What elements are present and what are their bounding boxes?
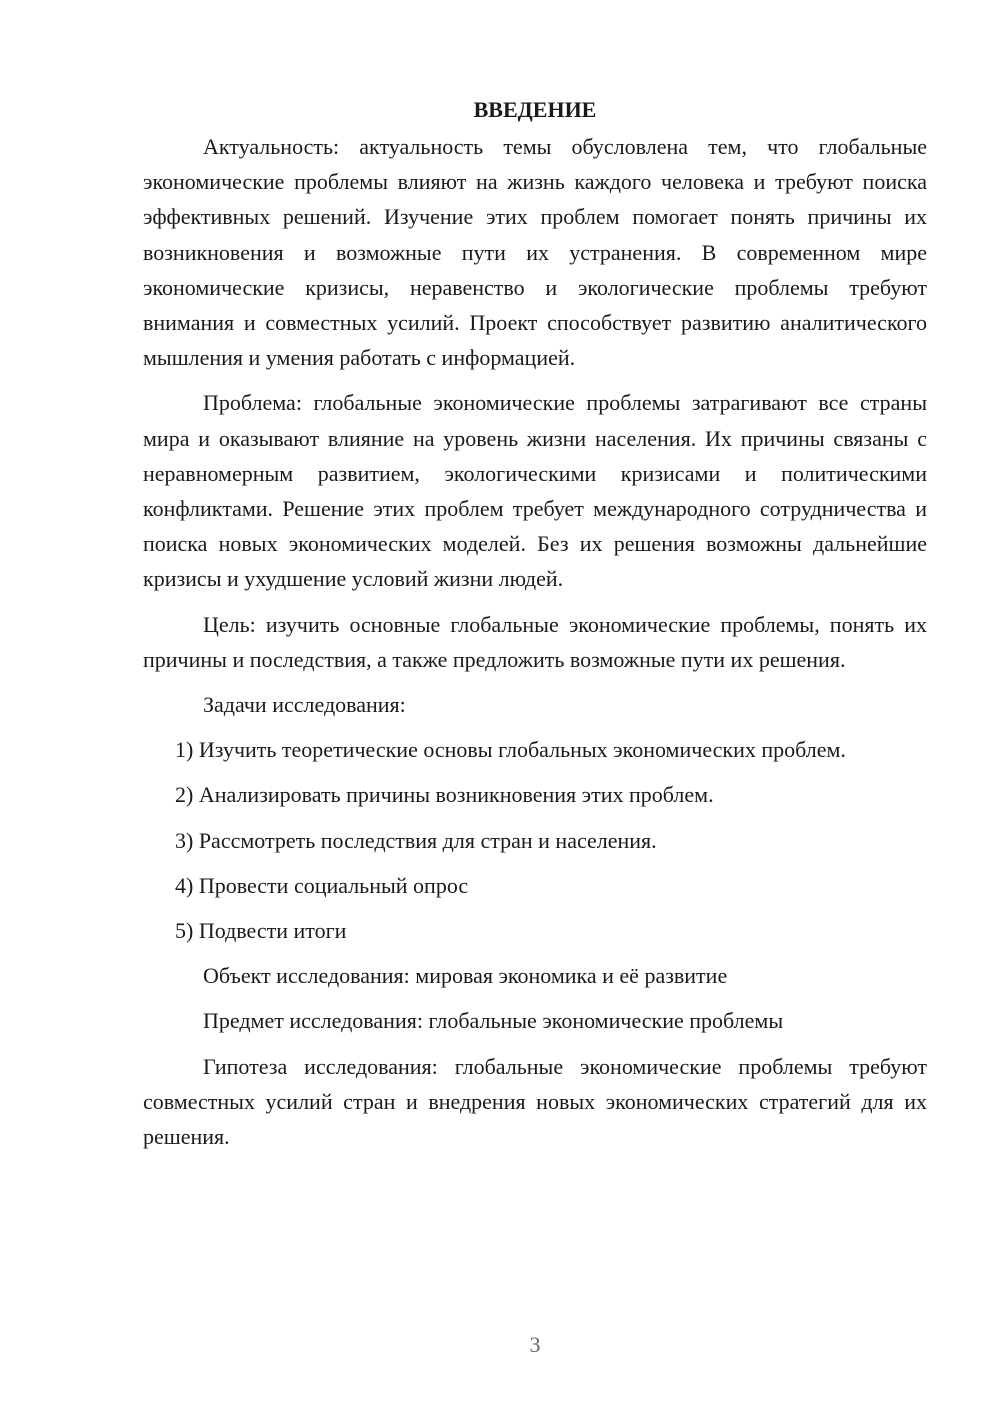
- task-item-2: 2) Анализировать причины возникновения этих проблем.: [175, 782, 714, 808]
- document-page: [143, 92, 927, 1164]
- paragraph-problem: Проблема: глобальные экономические проблемы затрагивают все страны мира и оказывают влияние на уровень жизни населения. Их причины связаны с неравномерным развитием, экологическими кризисами и политическими конфликтами. Решение этих проблем требует международного сотрудничества и поиска новых экономических моделей. Без их решения возможны дальнейшие кризисы и ухудшение условий жизни людей.: [143, 390, 927, 592]
- task-item-5: 5) Подвести итоги: [175, 918, 347, 944]
- paragraph-goal: Цель: изучить основные глобальные экономические проблемы, понять их причины и последствия, а также предложить возможные пути их решения.: [143, 611, 927, 672]
- page-title: ВВЕДЕНИЕ: [473, 97, 597, 122]
- task-item-1: 1) Изучить теоретические основы глобальных экономических проблем.: [175, 737, 846, 763]
- paragraph-subject: Предмет исследования: глобальные экономические проблемы: [203, 1008, 784, 1034]
- tasks-heading: Задачи исследования:: [203, 692, 406, 718]
- paragraph-hypothesis: Гипотеза исследования: глобальные экономические проблемы требуют совместных усилий стран и внедрения новых экономических стратегий для их решения.: [143, 1053, 927, 1150]
- page-number: 3: [529, 1332, 541, 1357]
- task-item-4: 4) Провести социальный опрос: [175, 872, 469, 898]
- paragraph-relevance: Актуальность: актуальность темы обусловлена тем, что глобальные экономические проблемы влияют на жизнь каждого человека и требуют поиска эффективных решений. Изучение этих проблем помогает понять причины их возникновения и возможные пути их устранения. В современном мире экономические кризисы, неравенство и экологические проблемы требуют внимания и совместных усилий. Проект способствует развитию аналитического мышления и умения работать с информацией.: [143, 134, 927, 371]
- task-item-3: 3) Рассмотреть последствия для стран и населения.: [175, 827, 657, 853]
- paragraph-object: Объект исследования: мировая экономика и её развитие: [203, 963, 728, 989]
